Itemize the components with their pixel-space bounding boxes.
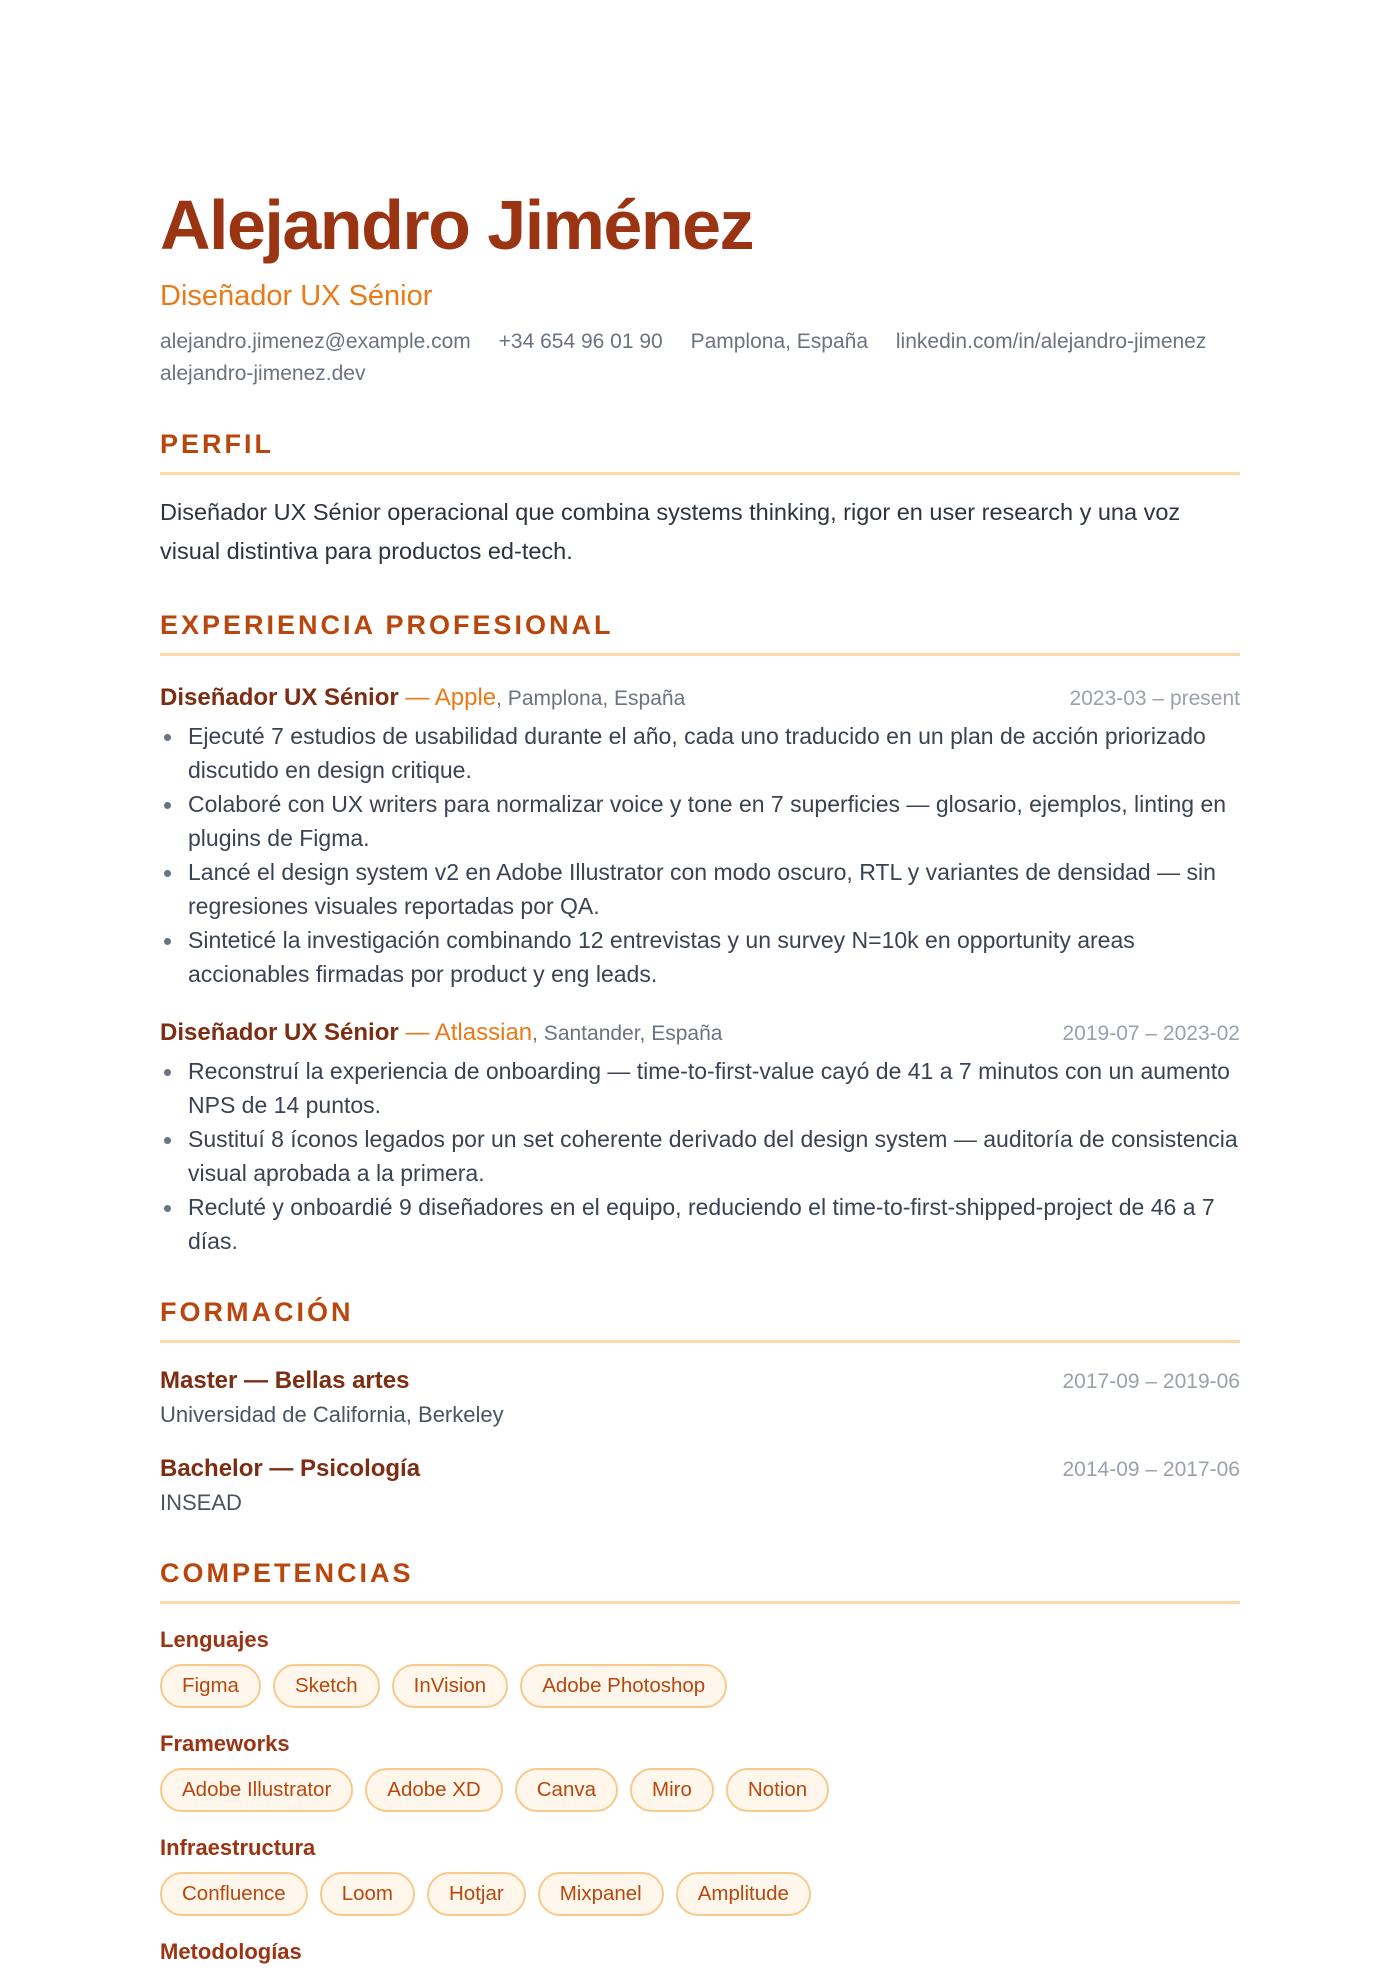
job-bullets [160, 1054, 1240, 1258]
skill-group [160, 1936, 1240, 1968]
job-bullet: Ejecuté 7 estudios de usabilidad durante el año, cada uno traducido en un plan de acción priorizado discutido en design critique. [160, 719, 1240, 787]
experience-section [160, 605, 1240, 1258]
skill-chip-list [160, 1664, 1240, 1708]
section-title-skills: COMPETENCIAS [160, 1553, 1240, 1604]
skill-group-label: Infraestructura [160, 1835, 316, 1860]
skills-section [160, 1553, 1240, 1968]
education-section [160, 1292, 1240, 1519]
skill-chip: Adobe Photoshop [520, 1664, 727, 1708]
skill-group-label: Frameworks [160, 1731, 290, 1756]
job-bullet: Recluté y onboardié 9 diseñadores en el equipo, reduciendo el time-to-first-shipped-project de 46 a 7 días. [160, 1190, 1240, 1258]
contact-linkedin[interactable]: linkedin.com/in/alejandro-jimenez [895, 330, 1207, 353]
job-location: , Pamplona, España [496, 687, 686, 710]
contact-line [160, 326, 1240, 390]
education-degree: Bachelor — Psicología [160, 1455, 421, 1482]
resume-content [160, 180, 1240, 1968]
job-bullet: Lancé el design system v2 en Adobe Illustrator con modo oscuro, RTL y variantes de densidad — sin regresiones visuales reportadas por QA. [160, 855, 1240, 923]
skill-group [160, 1832, 1240, 1916]
section-title-experience: EXPERIENCIA PROFESIONAL [160, 605, 1240, 656]
skill-chip: Miro [630, 1768, 714, 1812]
job-bullet: Reconstruí la experiencia de onboarding — time-to-first-value cayó de 41 a 7 minutos con un aumento NPS de 14 puntos. [160, 1054, 1240, 1122]
skill-chip: Sketch [273, 1664, 380, 1708]
job-title: Diseñador UX Sénior [160, 1019, 399, 1046]
candidate-role: Diseñador UX Sénior [160, 280, 433, 312]
education-header [160, 1451, 1240, 1487]
education-header [160, 1363, 1240, 1399]
job-bullets [160, 719, 1240, 991]
job-entry [160, 1015, 1240, 1258]
education-dates: 2014-09 – 2017-06 [1062, 1458, 1240, 1481]
skill-chip: Canva [515, 1768, 618, 1812]
skill-chip: Mixpanel [538, 1872, 664, 1916]
skill-group [160, 1728, 1240, 1812]
job-header [160, 680, 1240, 717]
skill-chip: Notion [726, 1768, 829, 1812]
job-location: , Santander, España [532, 1022, 723, 1045]
skill-chip: Figma [160, 1664, 261, 1708]
education-degree: Master — Bellas artes [160, 1367, 410, 1394]
contact-location: Pamplona, España [690, 330, 869, 353]
job-heading [160, 1015, 722, 1052]
job-header [160, 1015, 1240, 1052]
job-bullet: Sustituí 8 íconos legados por un set coherente derivado del design system — auditoría de consistencia visual aprobada a la primera. [160, 1122, 1240, 1190]
skill-chip: Adobe XD [365, 1768, 502, 1812]
skill-group-label: Metodologías [160, 1939, 302, 1964]
skill-chip: Amplitude [676, 1872, 811, 1916]
education-entry [160, 1451, 1240, 1519]
skill-chip: Confluence [160, 1872, 308, 1916]
candidate-name: Alejandro Jiménez [160, 186, 754, 264]
profile-summary: Diseñador UX Sénior operacional que combina systems thinking, rigor en user research y una voz visual distintiva para productos ed-tech. [160, 499, 1181, 564]
education-school: Universidad de California, Berkeley [160, 1402, 504, 1427]
skill-chip: Loom [320, 1872, 415, 1916]
skill-group [160, 1624, 1240, 1708]
skill-group-label: Lenguajes [160, 1627, 269, 1652]
education-school: INSEAD [160, 1490, 242, 1515]
contact-website[interactable]: alejandro-jimenez.dev [160, 362, 366, 385]
job-bullet: Colaboré con UX writers para normalizar voice y tone en 7 superficies — glosario, ejemplos, linting en plugins de Figma. [160, 787, 1240, 855]
profile-section [160, 424, 1240, 571]
education-entry [160, 1363, 1240, 1431]
skill-groups [160, 1624, 1240, 1968]
section-title-education: FORMACIÓN [160, 1292, 1240, 1343]
job-heading [160, 680, 685, 717]
skill-chip: Adobe Illustrator [160, 1768, 353, 1812]
education-dates: 2017-09 – 2019-06 [1062, 1370, 1240, 1393]
job-title: Diseñador UX Sénior [160, 684, 399, 711]
job-dates: 2023-03 – present [1069, 687, 1240, 710]
job-company: — Atlassian [405, 1019, 533, 1046]
section-title-profile: PERFIL [160, 424, 1240, 475]
skill-chip: Hotjar [427, 1872, 526, 1916]
job-company: — Apple [405, 684, 497, 711]
job-bullet: Sinteticé la investigación combinando 12 entrevistas y un survey N=10k en opportunity areas accionables firmadas por product y eng leads. [160, 923, 1240, 991]
skill-chip: InVision [392, 1664, 509, 1708]
skill-chip-list [160, 1768, 1240, 1812]
skill-chip-list [160, 1872, 1240, 1916]
job-entry [160, 680, 1240, 991]
contact-email[interactable]: alejandro.jimenez@example.com [160, 330, 471, 353]
contact-phone[interactable]: +34 654 96 01 90 [498, 330, 663, 353]
job-dates: 2019-07 – 2023-02 [1062, 1022, 1240, 1045]
